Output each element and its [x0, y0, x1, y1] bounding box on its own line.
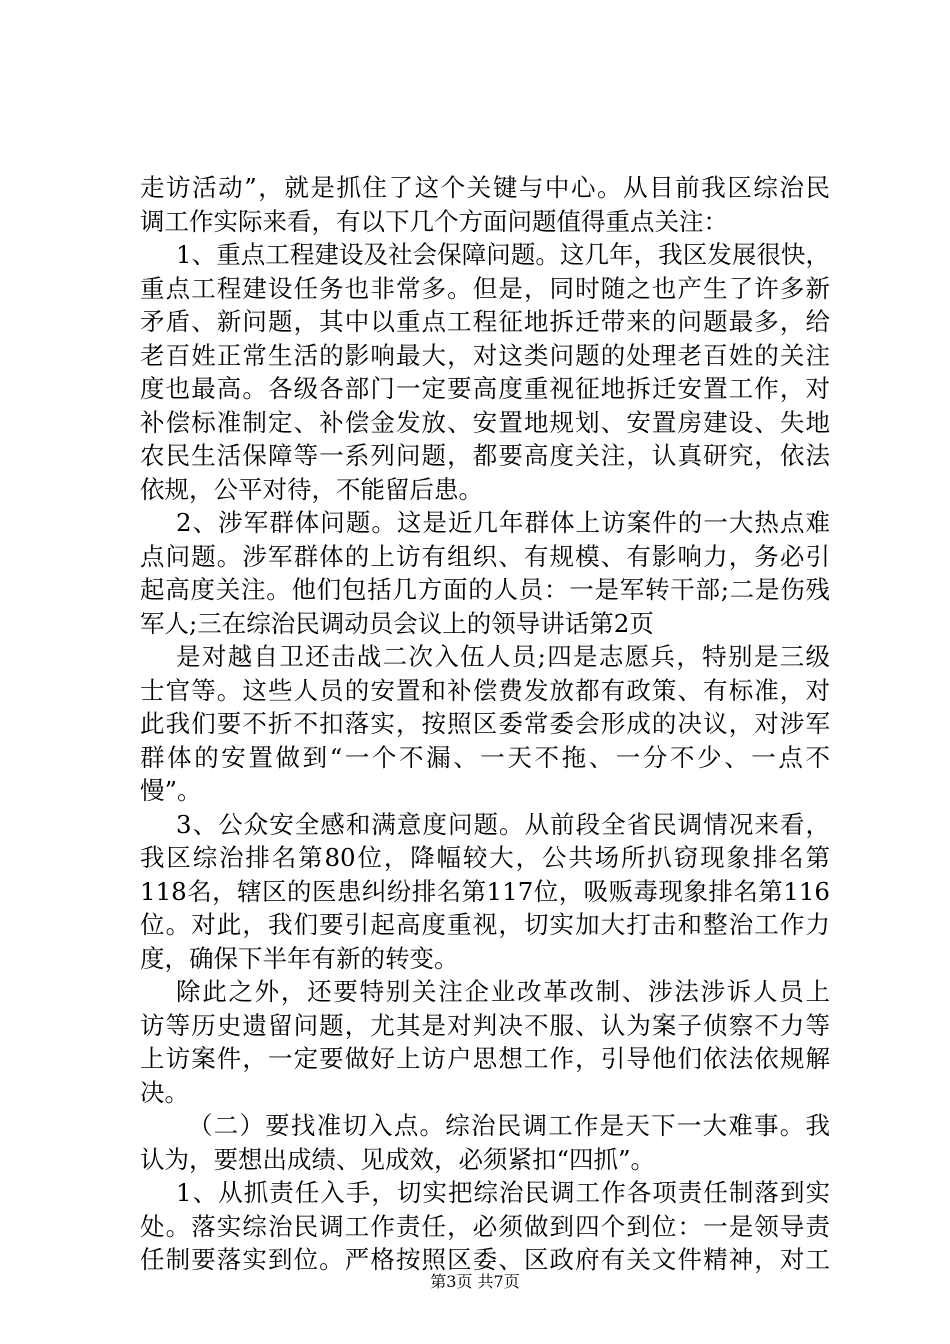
- text-line: 度也最高。各级各部门一定要高度重视征地拆迁安置工作，对: [140, 374, 830, 403]
- text-line: 访等历史遗留问题，尤其是对判决不服、认为案子侦察不力等: [140, 1011, 830, 1040]
- text-line: 走访活动”，就是抓住了这个关键与中心。从目前我区综治民: [140, 173, 830, 202]
- text-line: （二）要找准切入点。综治民调工作是天下一大难事。我: [188, 1111, 830, 1140]
- text-line: 群体的安置做到“一个不漏、一天不拖、一分不少、一点不: [140, 743, 830, 772]
- text-line: 士官等。这些人员的安置和补偿费发放都有政策、有标准，对: [140, 676, 830, 705]
- text-line: 除此之外，还要特别关注企业改革改制、涉法涉诉人员上: [176, 977, 830, 1006]
- text-line: 1、重点工程建设及社会保障问题。这几年，我区发展很快，: [176, 240, 830, 269]
- text-line: 度，确保下半年有新的转变。: [140, 944, 459, 973]
- text-line: 矛盾、新问题，其中以重点工程征地拆迁带来的问题最多，给: [140, 307, 830, 336]
- text-line: 农民生活保障等一系列问题，都要高度关注，认真研究，依法: [140, 441, 830, 470]
- text-line: 起高度关注。他们包括几方面的人员：一是军转干部;二是伤残: [140, 575, 830, 604]
- text-line: 调工作实际来看，有以下几个方面问题值得重点关注：: [140, 207, 728, 236]
- text-line: 位。对此，我们要引起高度重视，切实加大打击和整治工作力: [140, 910, 830, 939]
- text-line: 认为，要想出成绩、见成效，必须紧扣“四抓”。: [140, 1145, 656, 1174]
- text-line: 决。: [140, 1078, 189, 1107]
- text-line: 处。落实综治民调工作责任，必须做到四个到位：一是领导责: [140, 1212, 830, 1241]
- text-line: 我区综治排名第80位，降幅较大，公共场所扒窃现象排名第: [140, 843, 830, 872]
- text-line: 依规，公平对待，不能留后患。: [140, 475, 483, 504]
- text-line: 任制要落实到位。严格按照区委、区政府有关文件精神，对工: [140, 1245, 830, 1274]
- page-footer: 第3页 共7页: [430, 1272, 520, 1291]
- text-line: 2、涉军群体问题。这是近几年群体上访案件的一大热点难: [176, 508, 830, 537]
- text-line: 军人;三在综治民调动员会议上的领导讲话第2页: [140, 609, 654, 638]
- text-line: 重点工程建设任务也非常多。但是，同时随之也产生了许多新: [140, 274, 830, 303]
- text-line: 1、从抓责任入手，切实把综治民调工作各项责任制落到实: [176, 1178, 830, 1207]
- text-line: 老百姓正常生活的影响最大，对这类问题的处理老百姓的关注: [140, 341, 830, 370]
- text-line: 118名，辖区的医患纠纷排名第117位，吸贩毒现象排名第116: [140, 877, 830, 906]
- text-line: 是对越自卫还击战二次入伍人员;四是志愿兵，特别是三级: [176, 642, 830, 671]
- text-line: 此我们要不折不扣落实，按照区委常委会形成的决议，对涉军: [140, 709, 830, 738]
- text-line: 3、公众安全感和满意度问题。从前段全省民调情况来看，: [176, 810, 830, 839]
- text-line: 点问题。涉军群体的上访有组织、有规模、有影响力，务必引: [140, 542, 830, 571]
- text-line: 上访案件，一定要做好上访户思想工作，引导他们依法依规解: [140, 1044, 830, 1073]
- text-line: 补偿标准制定、补偿金发放、安置地规划、安置房建设、失地: [140, 408, 830, 437]
- text-line: 慢”。: [140, 776, 202, 805]
